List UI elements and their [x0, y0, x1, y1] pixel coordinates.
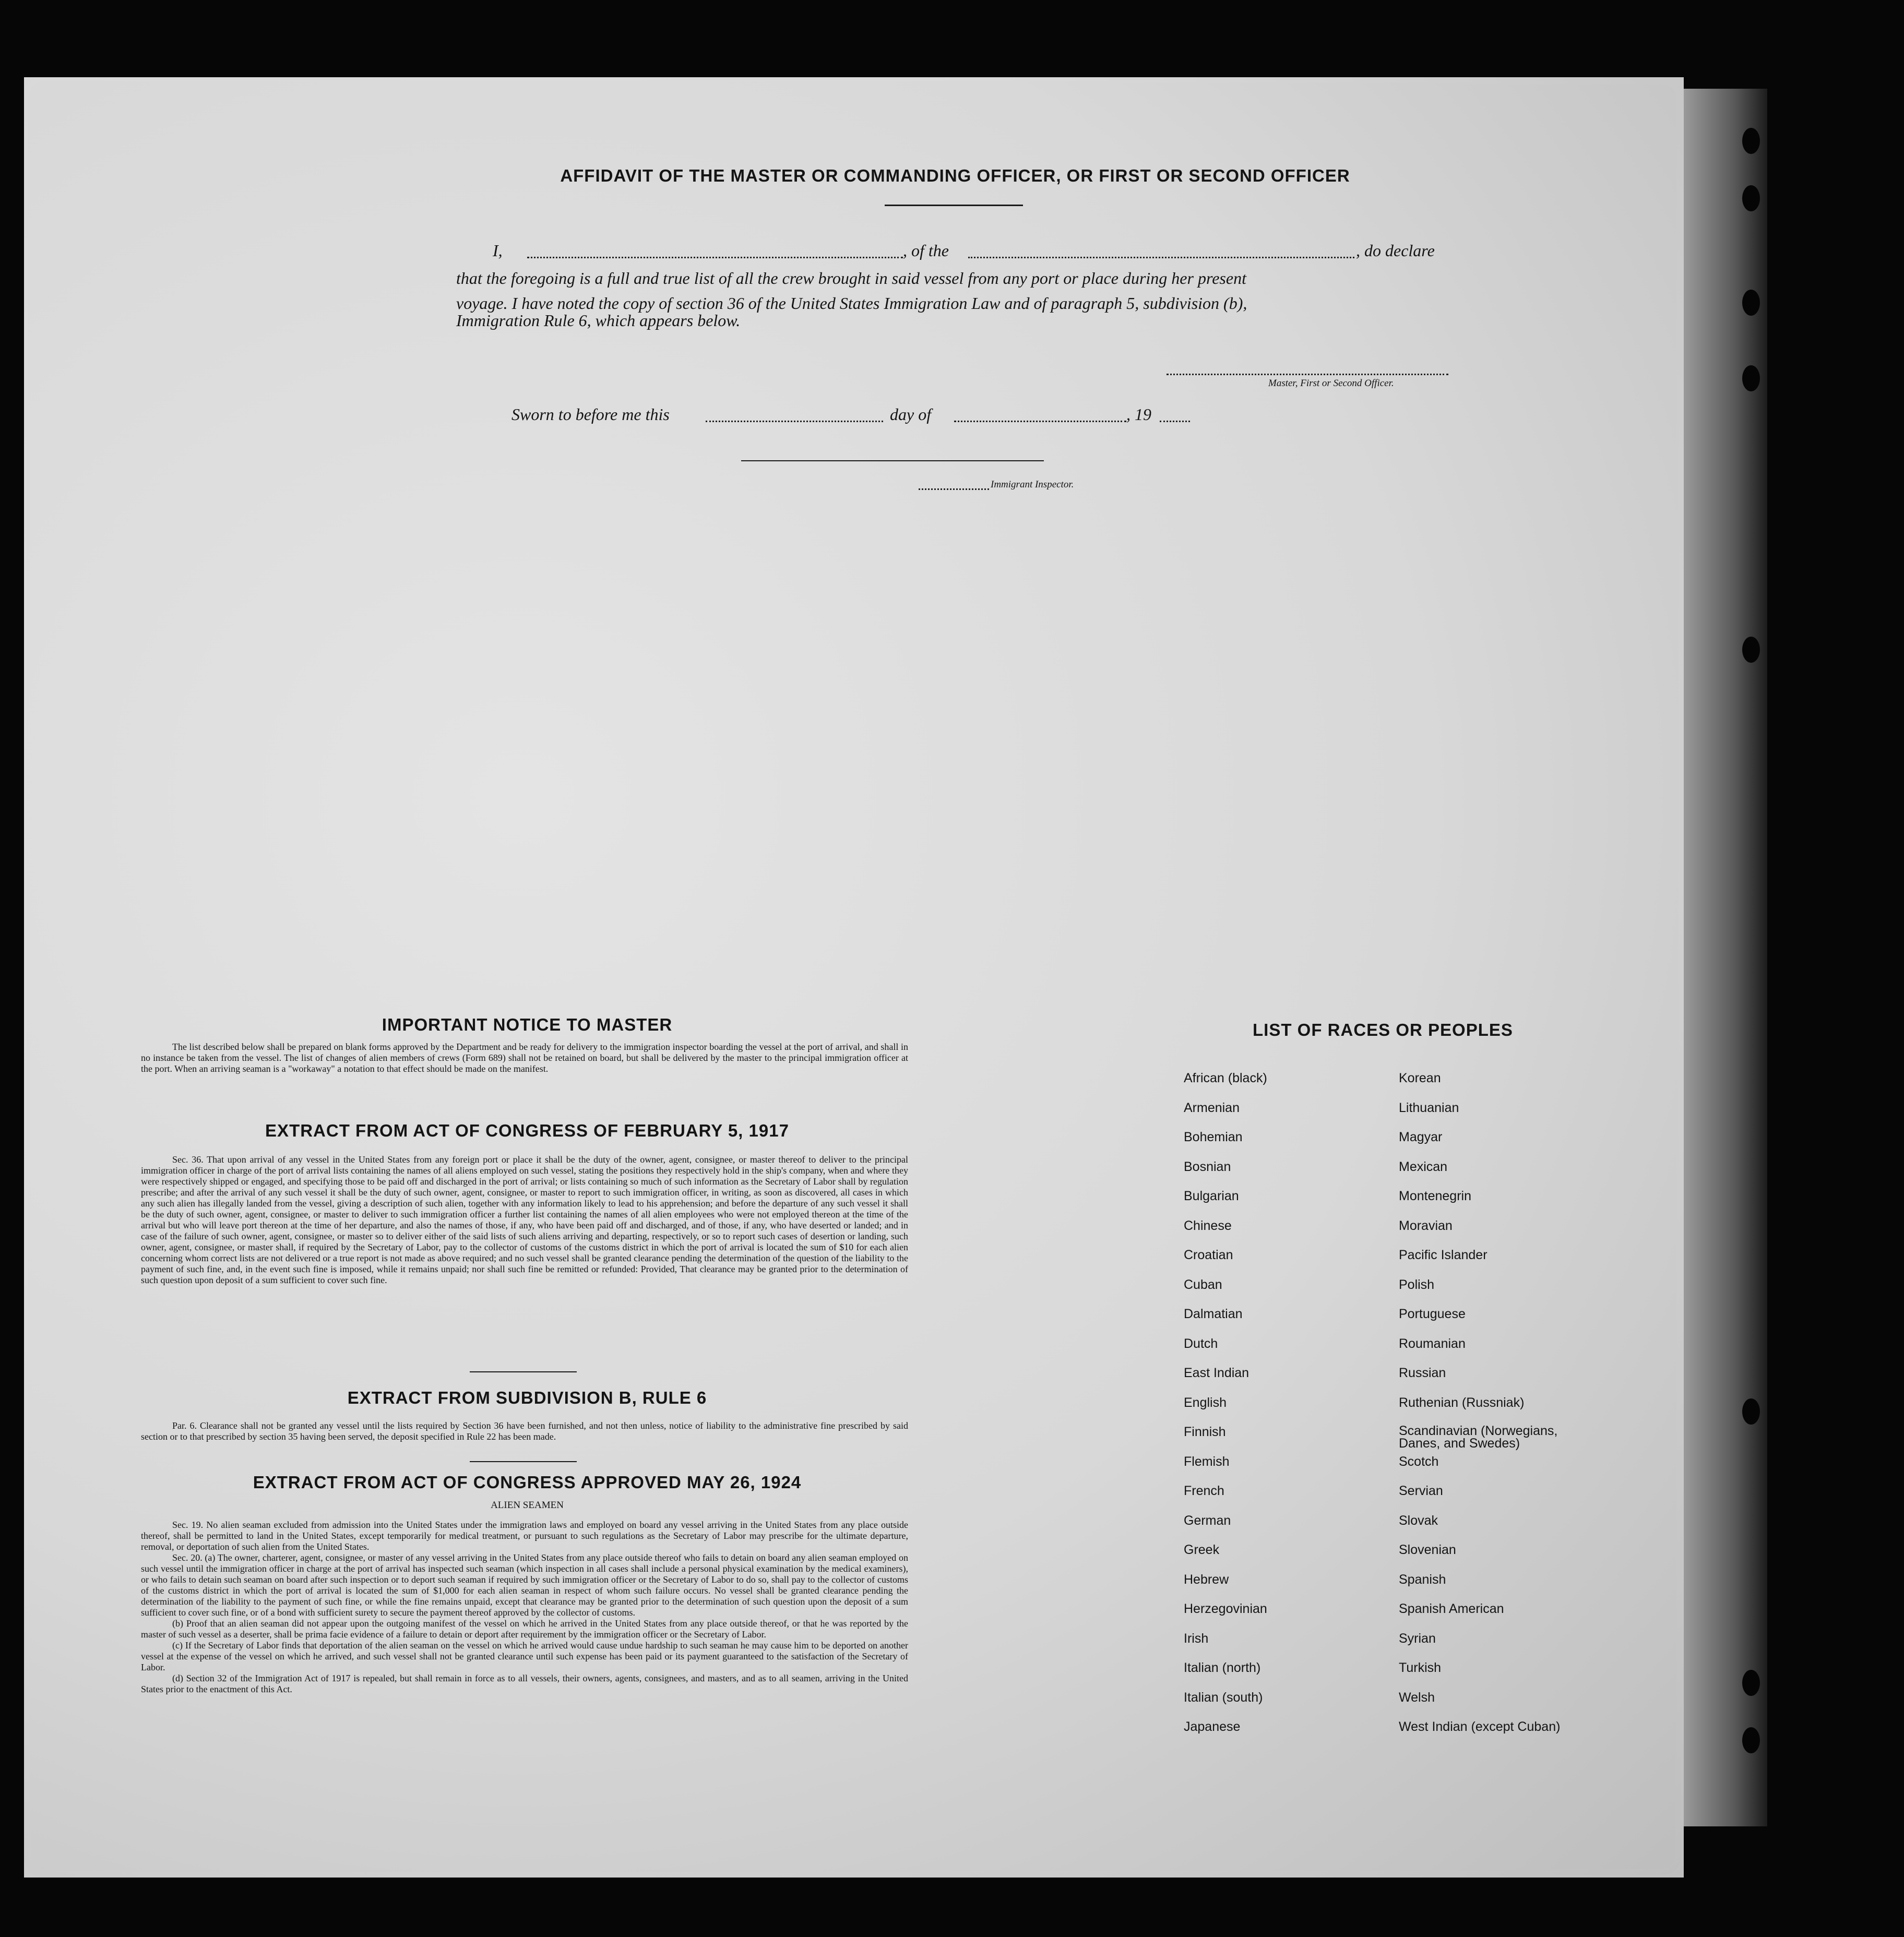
- affidavit-of-the: , of the: [903, 241, 949, 260]
- title-divider: [885, 205, 1023, 206]
- master-signature-label: Master, First or Second Officer.: [1268, 378, 1394, 389]
- binder-hole: [1742, 1670, 1760, 1696]
- affidavit-line-2: that the foregoing is a full and true list of all the crew brought in said vessel from any port or place during her present: [456, 269, 1246, 288]
- section-divider: [470, 1461, 577, 1462]
- race-item: Greek: [1184, 1543, 1220, 1557]
- race-item: Slovenian: [1399, 1543, 1456, 1557]
- race-item: Finnish: [1184, 1425, 1226, 1439]
- bleed-through-mark: [877, 104, 896, 140]
- race-item: Armenian: [1184, 1100, 1240, 1115]
- race-item: English: [1184, 1395, 1227, 1410]
- race-item: Syrian: [1399, 1631, 1436, 1646]
- affidavit-line-4: Immigration Rule 6, which appears below.: [456, 311, 741, 330]
- race-item: Korean: [1399, 1071, 1441, 1085]
- binder-hole: [1742, 1727, 1760, 1753]
- race-item: Servian: [1399, 1484, 1443, 1498]
- extract-1917-body: Sec. 36. That upon arrival of any vessel in the United States from any foreign port or place it shall be the duty of the owner, agent, consignee, or master thereof to deliver to the principal immigration officer in charge of the port of arrival lists containing the names of all aliens employed on such vessel, stating the positions they respectively hold in the ship's company, when and where they were respectively shipped or engaged, and specifying those to be paid off and discharged in the port of arrival; or lists containing so much of such information as the Secretary of Labor shall by regulation prescribe; and after the arrival of any such vessel it shall be the duty of such owner, agent, consignee, or master to report to such immigration officer, in writing, as soon as discovered, all cases in which any such alien has illegally landed from the vessel, giving a description of such alien, together with any information likely to lead to his apprehension; and before the departure of any such vessel it shall be the duty of such owner, agent, consignee, or master to deliver to such immigration officer a further list containing the names of all alien employees who were not employed thereon at the time of the arrival but who will leave port thereon at the time of her departure, and also the names of those, if any, who have been paid off and discharged, and of those, if any, who have deserted or landed; and in case of the failure of such owner, agent, consignee, or master so to deliver either of the said lists of such aliens arriving and departing, respectively, or so to report such cases of desertion or landing, such owner, agent, consignee, or master shall, if required by the Secretary of Labor, pay to the collector of customs of the customs district in which the port of arrival is located the sum of $10 for each alien concerning whom correct lists are not delivered or a true report is not made as above required; and no such vessel shall be granted clearance pending the determination of the question of the liability to the payment of such fine, and, in the event such fine is imposed, while it remains unpaid; nor shall such fine be remitted or refunded: Provided, That clearance may be granted prior to the determination of such question upon deposit of a sum sufficient to cover such fine.: [141, 1154, 908, 1285]
- race-item: Italian (north): [1184, 1660, 1261, 1675]
- race-item: Slovak: [1399, 1513, 1438, 1528]
- race-item: French: [1184, 1484, 1224, 1498]
- race-item: Lithuanian: [1399, 1100, 1459, 1115]
- binder-hole: [1742, 365, 1760, 391]
- sec-20b: (b) Proof that an alien seaman did not appear upon the outgoing manifest of the vessel on which he arrived in the United States from any place outside thereof, or that he was reported by the master of such vessel as a deserter, shall be prima facie evidence of a failure to detain or deport after requirement by the immigration officer or the Secretary of Labor.: [141, 1618, 908, 1640]
- race-item: Roumanian: [1399, 1336, 1466, 1351]
- race-item: Pacific Islander: [1399, 1248, 1487, 1262]
- binder-hole: [1742, 185, 1760, 211]
- sworn-year-label: , 19: [1126, 405, 1151, 424]
- race-item: Ruthenian (Russniak): [1399, 1395, 1525, 1410]
- race-item: German: [1184, 1513, 1231, 1528]
- race-item: Bulgarian: [1184, 1189, 1239, 1203]
- extract-1924-text: [141, 1520, 908, 1695]
- inspector-signature-field[interactable]: [919, 488, 989, 490]
- sworn-prefix: Sworn to before me this: [511, 405, 670, 424]
- race-item: Welsh: [1399, 1690, 1435, 1705]
- race-item: Flemish: [1184, 1454, 1230, 1469]
- race-item: Magyar: [1399, 1130, 1443, 1144]
- race-item: West Indian (except Cuban): [1399, 1719, 1561, 1734]
- affidavit-do-declare: , do declare: [1356, 241, 1435, 260]
- race-item: Polish: [1399, 1277, 1435, 1292]
- extract-1924-title: EXTRACT FROM ACT OF CONGRESS APPROVED MAY 26, 1924: [253, 1473, 802, 1492]
- extract-1917-title: EXTRACT FROM ACT OF CONGRESS OF FEBRUARY 5, 1917: [265, 1121, 789, 1140]
- sworn-month-field[interactable]: [954, 421, 1126, 422]
- binder-hole: [1742, 637, 1760, 663]
- affidavit-i: I,: [493, 241, 503, 260]
- affidavit-line-3: voyage. I have noted the copy of section 36 of the United States Immigration Law and of paragraph 5, subdivision (b),: [456, 294, 1247, 313]
- sec-19: Sec. 19. No alien seaman excluded from admission into the United States under the immigration laws and employed on board any vessel arriving in the United States from any place outside thereof, shall be permitted to land in the United States, except temporarily for medical treatment, or pursuant to such regulations as the Secretary of Labor may prescribe for the ultimate departure, removal, or deportation of such alien from the United States.: [141, 1520, 908, 1552]
- page-edge-shadow: [1684, 89, 1767, 1826]
- race-item: Irish: [1184, 1631, 1209, 1646]
- sec-20d: (d) Section 32 of the Immigration Act of 1917 is repealed, but shall remain in force as to all vessels, their owners, agents, consignees, and masters, and as to all seamen, arriving in the United States prior to the enactment of this Act.: [141, 1673, 908, 1694]
- inspector-signature-line: [741, 460, 1044, 461]
- race-item: Portuguese: [1399, 1307, 1466, 1321]
- race-item: Turkish: [1399, 1660, 1442, 1675]
- race-item: Mexican: [1399, 1159, 1448, 1174]
- sworn-year-field[interactable]: [1160, 421, 1190, 422]
- master-signature-field[interactable]: [1167, 374, 1448, 375]
- inspector-label: Immigrant Inspector.: [991, 479, 1074, 490]
- notice-title: IMPORTANT NOTICE TO MASTER: [382, 1015, 673, 1034]
- race-item: Spanish American: [1399, 1601, 1504, 1616]
- race-item: Japanese: [1184, 1719, 1241, 1734]
- sworn-day-field[interactable]: [706, 421, 883, 422]
- race-item: Moravian: [1399, 1218, 1453, 1233]
- alien-seamen-subtitle: ALIEN SEAMEN: [491, 1500, 564, 1511]
- binder-hole: [1742, 290, 1760, 316]
- sec-20a: Sec. 20. (a) The owner, charterer, agent, consignee, or master of any vessel arriving in the United States from any place outside thereof who fails to detain on board any alien seaman employed on such vessel until the immigration officer in charge at the port of arrival has inspected such seaman (which inspection in all cases shall include a personal physical examination by the medical examiners), or who fails to detain such seaman on board after such inspection or to deport such seaman if required by such immigration officer or the Secretary of Labor to do so, shall pay to the collector of customs of the customs district in which the port of arrival is located the sum of $1,000 for each alien seaman in respect of whom such failure occurs. No vessel shall be granted clearance pending the determination of the liability to the payment of such fine, or while the fine remains unpaid, except that clearance may be granted prior to the determination of such question upon the deposit of a sum sufficient to cover such fine, or of a bond with sufficient surety to secure the payment thereof approved by the collector of customs.: [141, 1552, 908, 1618]
- races-title: LIST OF RACES OR PEOPLES: [1253, 1020, 1513, 1039]
- race-item: East Indian: [1184, 1366, 1250, 1380]
- race-item: Dalmatian: [1184, 1307, 1243, 1321]
- race-item: Scotch: [1399, 1454, 1439, 1469]
- race-item: Spanish: [1399, 1572, 1446, 1587]
- master-name-field[interactable]: [527, 257, 903, 258]
- race-item: Scandinavian (Norwegians, Danes, and Swedes): [1399, 1424, 1558, 1451]
- affidavit-title: AFFIDAVIT OF THE MASTER OR COMMANDING OFFICER, OR FIRST OR SECOND OFFICER: [560, 166, 1350, 185]
- race-item: Bohemian: [1184, 1130, 1243, 1144]
- binder-hole: [1742, 128, 1760, 154]
- binder-hole: [1742, 1398, 1760, 1425]
- race-item: Chinese: [1184, 1218, 1232, 1233]
- race-item: Croatian: [1184, 1248, 1233, 1262]
- race-item: Dutch: [1184, 1336, 1218, 1351]
- section-divider: [470, 1371, 577, 1372]
- race-item: Hebrew: [1184, 1572, 1229, 1587]
- race-item: Russian: [1399, 1366, 1446, 1380]
- race-item: Italian (south): [1184, 1690, 1263, 1705]
- extract-rule6-body: Par. 6. Clearance shall not be granted any vessel until the lists required by Section 36 have been furnished, and not then unless, notice of liability to the administrative fine prescribed by said section or to that prescribed by section 35 having been served, the deposit specified in Rule 22 has been made.: [141, 1420, 908, 1442]
- race-item: Cuban: [1184, 1277, 1222, 1292]
- race-item: Montenegrin: [1399, 1189, 1471, 1203]
- notice-body: The list described below shall be prepared on blank forms approved by the Department and be ready for delivery to the immigration inspector boarding the vessel at the port of arrival, and shall in no instance be taken from the vessel. The list of changes of alien members of crews (Form 689) shall not be retained on board, but shall be delivered by the master to the principal immigration officer at the port. When an arriving seaman is a "workaway" a notation to that effect should be made on the manifest.: [141, 1042, 908, 1074]
- race-item: Bosnian: [1184, 1159, 1231, 1174]
- vessel-name-field[interactable]: [968, 257, 1354, 258]
- sec-20c: (c) If the Secretary of Labor finds that deportation of the alien seaman on the vessel on which he arrived would cause undue hardship to such seaman he may cause him to be deported on another vessel at the expense of the vessel on which he arrived, and such vessel shall not be granted clearance until such expense has been paid or its payment guaranteed to the satisfaction of the Secretary of Labor.: [141, 1640, 908, 1672]
- race-item: African (black): [1184, 1071, 1267, 1085]
- extract-rule6-title: EXTRACT FROM SUBDIVISION B, RULE 6: [347, 1388, 707, 1407]
- sworn-day-label: day of: [890, 405, 932, 424]
- race-item: Herzegovinian: [1184, 1601, 1267, 1616]
